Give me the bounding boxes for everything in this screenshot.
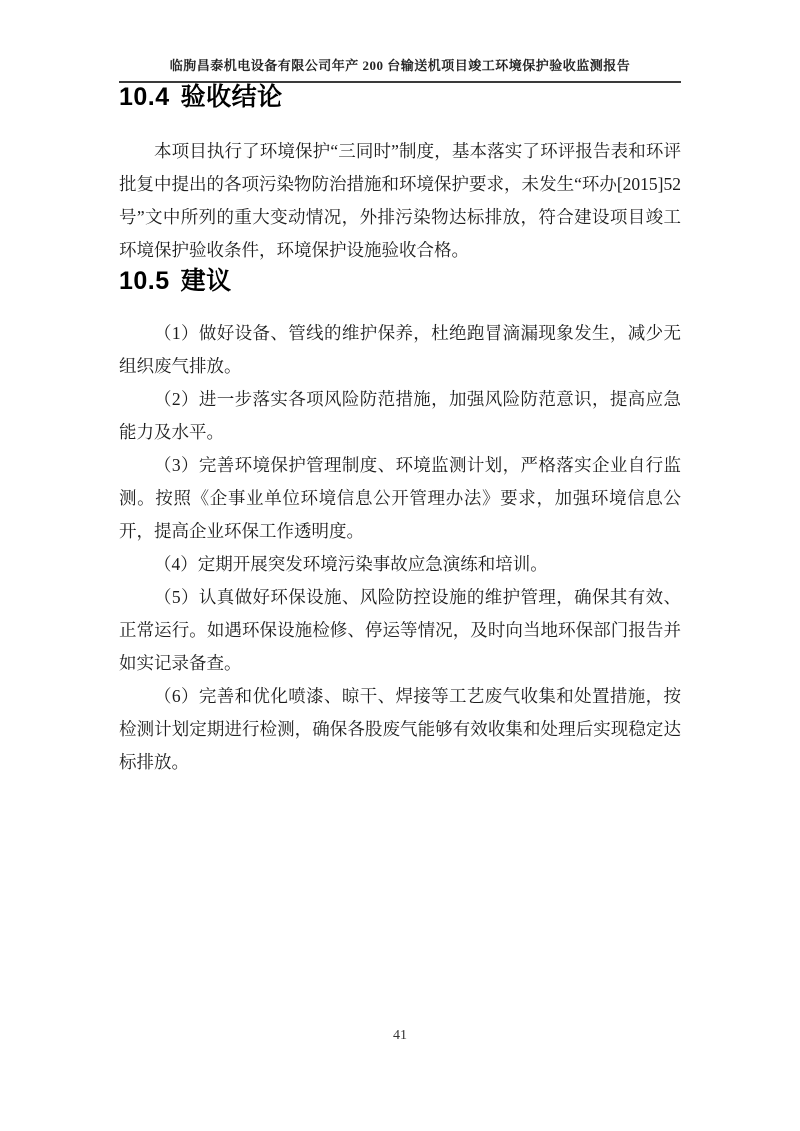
section-title: 建议 — [180, 267, 232, 295]
suggestion-item-3: （3）完善环境保护管理制度、环境监测计划，严格落实企业自行监测。按照《企事业单位环境信息公开管理办法》要求，加强环境信息公开，提高企业环保工作透明度。 — [119, 455, 681, 541]
suggestion-item-5: （5）认真做好环保设施、风险防控设施的维护管理，确保其有效、正常运行。如遇环保设施检修、停运等情况，及时向当地环保部门报告并如实记录备查。 — [119, 587, 681, 673]
page-number: 41 — [393, 1028, 407, 1043]
suggestions-body — [119, 317, 681, 779]
page-content — [119, 0, 681, 779]
section-heading-conclusion — [119, 83, 681, 111]
section-number: 10.5 — [119, 267, 170, 295]
running-header-title: 临朐昌泰机电设备有限公司年产 200 台输送机项目竣工环境保护验收监测报告 — [169, 58, 631, 73]
conclusion-body — [119, 135, 681, 267]
page-footer — [0, 1028, 800, 1044]
section-heading-suggestions — [119, 267, 681, 295]
conclusion-paragraph: 本项目执行了环境保护“三同时”制度，基本落实了环评报告表和环评批复中提出的各项污染物防治措施和环境保护要求，未发生“环办[2015]52 号”文中所列的重大变动情况，外排污染物达标排放，符合建设项目竣工环境保护验收条件，环境保护设施验收合格。 — [119, 141, 681, 260]
suggestion-item-1: （1）做好设备、管线的维护保养，杜绝跑冒滴漏现象发生，减少无组织废气排放。 — [119, 323, 681, 376]
section-number: 10.4 — [119, 83, 170, 111]
section-title: 验收结论 — [180, 83, 283, 111]
suggestion-item-6: （6）完善和优化喷漆、晾干、焊接等工艺废气收集和处置措施，按检测计划定期进行检测，确保各股废气能够有效收集和处理后实现稳定达标排放。 — [119, 686, 681, 772]
suggestion-item-2: （2）进一步落实各项风险防范措施，加强风险防范意识，提高应急能力及水平。 — [119, 389, 681, 442]
suggestion-item-4: （4）定期开展突发环境污染事故应急演练和培训。 — [154, 554, 548, 574]
running-header — [119, 0, 681, 75]
